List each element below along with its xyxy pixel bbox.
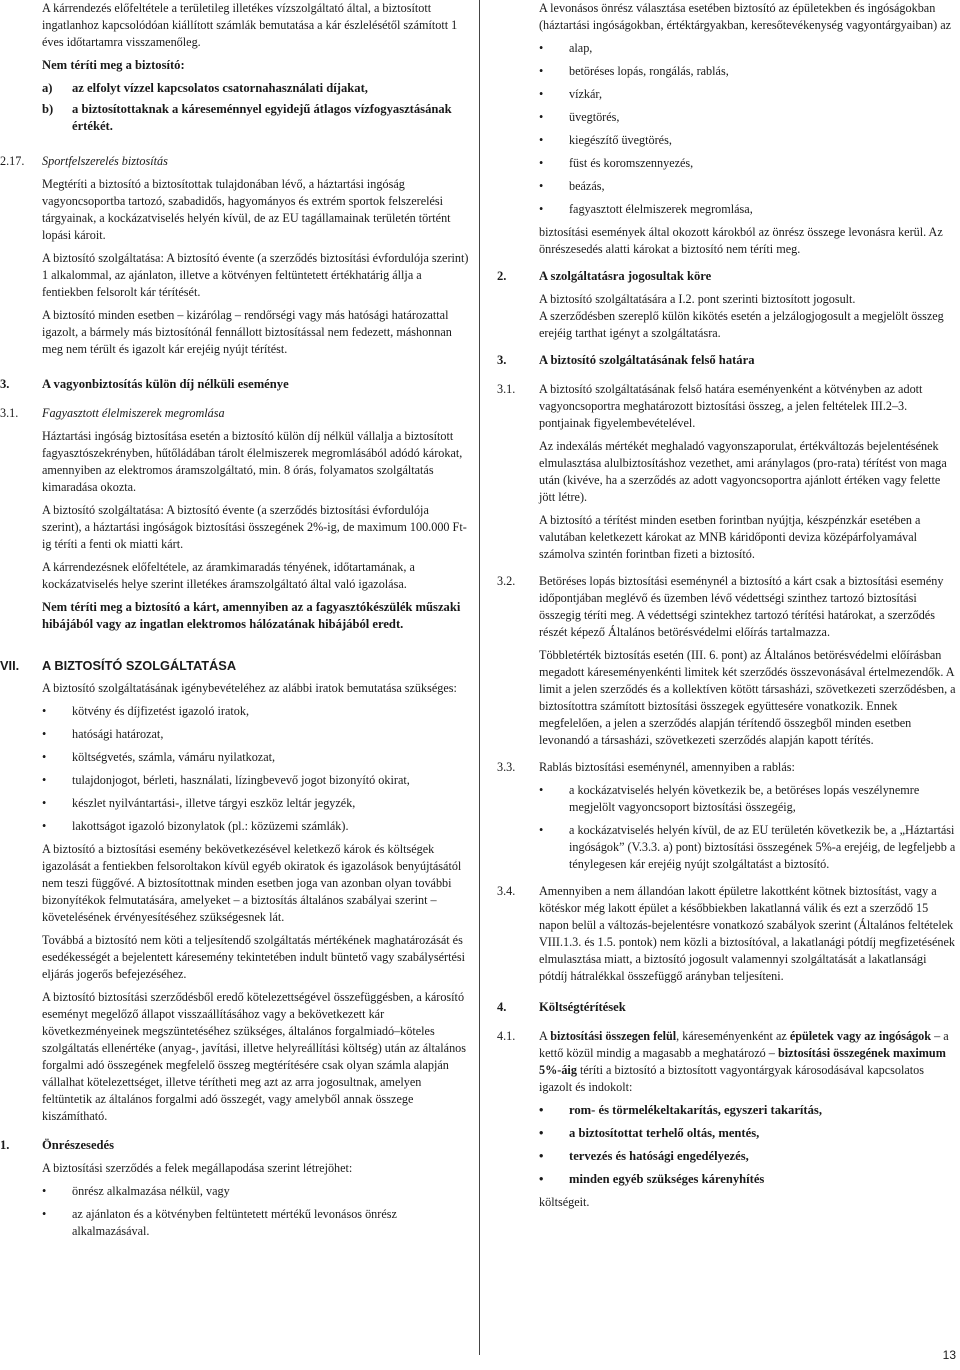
list-item: • beázás,: [539, 178, 957, 195]
paragraph: Az indexálás mértékét meghaladó vagyonszaporulat, értékváltozás bejelentésének elmulasztása alulbiztosításhoz vezethet, ami aránylagos (pro-rata) térítést von maga után (kivéve, ha a szerződés az adott vagyoncsoportra ajánlott értéken vagy felette jött létre).: [539, 439, 947, 504]
list-item: • vízkár,: [539, 86, 957, 103]
robbery-list: [539, 782, 957, 873]
bold-run: épületek vagy az ingóságok: [789, 1029, 932, 1043]
section-title: Sportfelszerelés biztosítás: [42, 154, 168, 168]
paragraph: A biztosító szolgáltatására a I.2. pont szerinti biztosított jogosult.: [539, 292, 856, 306]
section-number: 3.2.: [497, 574, 516, 588]
section-title: Önrészesedés: [42, 1138, 115, 1152]
list-item: • a kockázatviselés helyén kívül, de az EU területén következik be, a „Háztartási ingóságok” (V.3.3. a) pont) biztosítási összegének 5%-a erejéig, de legfeljebb a ténylegesen kár erejéig nyújt szolgáltatást a biztosító.: [539, 822, 957, 873]
exclusion-letter: a): [42, 81, 53, 95]
list-item: • a kockázatviselés helyén következik be, a betöréses lopás veszélynemre megjelölt vagyoncsoport biztosítási összegéig,: [539, 782, 957, 816]
list-item: • az ajánlaton és a kötvényben feltüntetett mértékű levonásos önrész alkalmazásával.: [42, 1206, 470, 1240]
list-item: • fagyasztott élelmiszerek megromlása,: [539, 201, 957, 218]
paragraph: A levonásos önrész választása esetében biztosító az épületekben és ingóságokban (háztartási ingóságokban, értéktárgyakban, keresőtevékenység vagyontárgyaiban) az: [539, 1, 952, 32]
documents-list: [42, 703, 470, 835]
deductible-continuation: [497, 0, 957, 258]
intro-text: A kárrendezés előfeltétele a területileg illetékes vízszolgáltató által, a biztosított ingatlanhoz kapcsolódóan kiállított számlák bemutatása a kár észlelésétől számított 1 éves időtartamra visszamenőleg.: [42, 1, 458, 49]
paragraph: Többletérték biztosítás esetén (III. 6. pont) az Általános betörésvédelmi előírásban megadott káreseményenkénti limitek két szerződés összevonásával értelmezendők. A limit a jelen szerződés és a kollektíven kötött társasházi, szövetkezeti szerződésben, a biztosítottra számított biztosítási összegek együttesére vonatkozik. Ennek megfelelően, a jelen a szerződés alapján térítendő összegből minden esetben levonandó a társasházi, szövetkezeti szerződés alapján kapott térítés.: [539, 648, 956, 747]
list-item: • rom- és törmelékeltakarítás, egyszeri takarítás,: [539, 1102, 957, 1119]
paragraph: A biztosító szolgáltatása: A biztosító évente (a szerződés biztosítási évfordulója szerint) 1 alkalommal, az ajánlaton, illetve a kötvényen feltüntetett értékhatárig állja a fentiekben felsorolt kár térítését.: [42, 251, 469, 299]
deductible-list: [42, 1183, 470, 1240]
section-title: Fagyasztott élelmiszerek megromlása: [42, 406, 225, 420]
paragraph: Háztartási ingóság biztosítása esetén a biztosító külön díj nélkül vállalja a biztosított fagyasztószekrényben, hűtőládában tárolt élelmiszerek megromlásából adódó károkat, amennyiben az elektromos áramszolgáltató, min. 8 órás, folyamatos szolgáltatás kimaradása okozta.: [42, 429, 463, 494]
section-number: 3.4.: [497, 884, 516, 898]
section-4: [497, 999, 957, 1016]
left-column: [0, 0, 470, 1246]
list-item: • alap,: [539, 40, 957, 57]
text-run: – a kettő közül mindig a magasabb a meghatározó –: [539, 1029, 949, 1060]
column-divider: [479, 0, 480, 1355]
list-item: • a biztosítottat terhelő oltás, mentés,: [539, 1125, 957, 1142]
section-3-2: [497, 573, 957, 749]
section-number: 4.1.: [497, 1029, 516, 1043]
section-2: [497, 268, 957, 342]
list-item: • üvegtörés,: [539, 109, 957, 126]
chapter-title: A BIZTOSÍTÓ SZOLGÁLTATÁSA: [42, 658, 237, 673]
exclusion-item: [42, 101, 470, 135]
section-vii: [0, 657, 470, 1125]
section-number: 2.17.: [0, 154, 25, 168]
section-3-1: [0, 405, 470, 633]
events-list: [539, 40, 957, 218]
exclusion-item: [42, 80, 470, 97]
chapter-number: VII.: [0, 658, 20, 673]
costs-list: [539, 1102, 957, 1188]
section-number: 4.: [497, 1000, 507, 1014]
paragraph: Megtéríti a biztosító a biztosítottak tulajdonában lévő, a háztartási ingóság vagyoncsoportba tartozó, szabadidős, hagyományos és extrém sportok felszerelési tárgyainak, a kockázatviselés helyén kívül, de az EU tagállamainak területén történt lopási károit.: [42, 177, 451, 242]
section-3-4: [497, 883, 957, 985]
list-item: • készlet nyilvántartási-, illetve tárgyi eszköz leltár jegyzék,: [42, 795, 470, 812]
paragraph: A biztosító minden esetben – kizárólag – rendőrségi vagy más hatósági határozattal igazolt, a bármely más biztosítónál fennállott biztosítással nem fedezett, máshonnan meg nem térült és igazolt kár erejéig nyújt térítést.: [42, 308, 452, 356]
paragraph: A szerződésben szereplő külön kikötés esetén a jelzálogjogosult a megjelölt összeg erejéig tarthat igényt a szolgáltatásra.: [539, 309, 944, 340]
bold-run: biztosítási összegen felül: [550, 1029, 677, 1043]
paragraph: A biztosító szolgáltatása: A biztosító évente (a szerződés biztosítási évfordulója szerint), a háztartási ingóságok biztosítási összegének 2%-ig, de maximum 100.000 Ft-ig téríti a fenti ok miatti kárt.: [42, 503, 467, 551]
paragraph: A biztosító a biztosítási esemény bekövetkezésével keletkező károk és költségek igazolását a fentiekben felsoroltakon kívül egyéb okiratok és igazolások benyújtásától nem teszi függővé. A biztosítottnak minden esetben joga van azonban olyan további bizonyítékok felmutatására, amelyeket – a biztosítás általános szabályai szerint – követelésének érvényesítéséhez szükségesnek lát.: [42, 842, 462, 924]
text-run: , káreseményenként az: [676, 1029, 790, 1043]
section-title: Költségtérítések: [539, 1000, 626, 1014]
paragraph: A biztosító szolgáltatásának igénybevételéhez az alábbi iratok bemutatása szükséges:: [42, 681, 457, 695]
right-column: [497, 0, 957, 1217]
list-item: • betöréses lopás, rongálás, rablás,: [539, 63, 957, 80]
list-item: • kiegészítő üvegtörés,: [539, 132, 957, 149]
exclusions-block: [0, 57, 470, 135]
list-item: • füst és koromszennyezés,: [539, 155, 957, 172]
section-number: 3.1.: [497, 382, 516, 396]
section-title: A biztosító szolgáltatásának felső határa: [539, 353, 755, 367]
list-item: • kötvény és díjfizetést igazoló iratok,: [42, 703, 470, 720]
list-item: • költségvetés, számla, vámáru nyilatkozat,: [42, 749, 470, 766]
intro-block: [0, 0, 470, 51]
exclusion-letter: b): [42, 102, 54, 116]
paragraph: Továbbá a biztosító nem köti a teljesítendő szolgáltatás mértékének maghatározását és esedékességét a bejelentett káresemény tekintetében indult büntető vagy szabálysértési eljárás jogerős befejezéséhez.: [42, 933, 466, 981]
section-number: 3.: [0, 377, 10, 391]
exclusions-heading: Nem téríti meg a biztosító:: [42, 58, 185, 72]
list-item: • tulajdonjogot, bérleti, használati, lízingbevevő jogot bizonyító okirat,: [42, 772, 470, 789]
section-3-1: [497, 381, 957, 563]
section-title: A vagyonbiztosítás külön díj nélküli eseménye: [42, 377, 289, 391]
section-title: A szolgáltatásra jogosultak köre: [539, 269, 712, 283]
bold-run: biztosítási összegének maximum 5%-áig: [539, 1046, 946, 1077]
text-run: A: [539, 1029, 551, 1043]
page-number: 13: [942, 1348, 956, 1362]
section-3-3: [497, 759, 957, 873]
section-number: 3.1.: [0, 406, 19, 420]
paragraph: költségeit.: [539, 1195, 590, 1209]
list-item: • lakottságot igazoló bizonylatok (pl.: közüzemi számlák).: [42, 818, 470, 835]
list-item: • tervezés és hatósági engedélyezés,: [539, 1148, 957, 1165]
exclusion-text: az elfolyt vízzel kapcsolatos csatornahasználati díjakat,: [72, 81, 368, 95]
section-2-17: [0, 153, 470, 358]
section-number: 1.: [0, 1138, 10, 1152]
list-item: • hatósági határozat,: [42, 726, 470, 743]
paragraph: Betöréses lopás biztosítási eseménynél a biztosító a kárt csak a biztosítási esemény időpontjában meglévő és üzemben lévő védettségi szinthez tartozó biztosítási összegig téríti meg. A védettségi szintekhez tartozó térítési határokat, a szerződés részét képező Általános betörésvédelmi előírás tartalmazza.: [539, 574, 944, 639]
paragraph: A biztosítási szerződés a felek megállapodása szerint létrejöhet:: [42, 1161, 353, 1175]
section-number: 3.: [497, 353, 507, 367]
paragraph: [539, 1028, 957, 1096]
section-3: [497, 352, 957, 369]
exclusion-text: a biztosítottaknak a káreseménnyel egyidejű átlagos vízfogyasztásának értékét.: [72, 102, 452, 133]
section-4-1: [497, 1028, 957, 1211]
section-1: [0, 1137, 470, 1240]
exclusion-paragraph: Nem téríti meg a biztosító a kárt, amennyiben az a fagyasztókészülék műszaki hibájából vagy az ingatlan elektromos hálózatának hibájából eredt.: [42, 600, 461, 631]
text-run: téríti a biztosító a biztosított vagyontárgyak károsodásával kapcsolatos igazolt és indokolt:: [539, 1063, 924, 1094]
paragraph: A biztosító biztosítási szerződésből eredő kötelezettségével összefüggésben, a károsító eseményt megelőző állapot visszaállításához vagy a bekövetkezett kár következményeinek megszüntetéséhez szükséges, általános forgalmiadó–köteles szolgáltatás ellenértéke (anyag-, javítási, illetve helyreállítási költség) után az általános forgalmi adó összegének megfelelő összeg megtérítésére csak olyan számla alapján vállalhat kötelezettséget, illetve térítheti meg azt az arra jogosultnak, amelyen feltüntetik az általános forgalmi adó összegét, vagy amelyből annak összege kiszámítható.: [42, 990, 467, 1123]
list-item: • minden egyéb szükséges kárenyhítés: [539, 1171, 957, 1188]
paragraph: Amennyiben a nem állandóan lakott épületre lakottként kötnek biztosítást, vagy a kötéskor még lakott épület a későbbiekben lakatlanná válik és ezt a szerződő 15 napon belül a változás-bejelentésre vonatkozó szabályok szerint (Általános feltételek VIII.1.3. és 1.5. pontok) nem közli a biztosítóval, a lakatlanági pótdíj megfizetésének elmulasztása miatt, a biztosító jogosult valamennyi szolgáltatását a lakatlansági pótdíj hátralékkal összefüggő arányban teljesíteni.: [539, 884, 955, 983]
section-number: 2.: [497, 269, 507, 283]
paragraph: biztosítási események által okozott károkból az önrész összege levonásra kerül. Az önrészesedés alatti károkat a biztosító nem téríti meg.: [539, 225, 943, 256]
paragraph: A biztosító a térítést minden esetben forintban nyújtja, készpénzkár esetében a valutában keletkezett károkat az MNB káridőponti deviza középárfolyamával számolva szintén forintban fizeti a biztosító.: [539, 513, 921, 561]
paragraph: A kárrendezésnek előfeltétele, az áramkimaradás tényének, időtartamának, a kockázatviselés helye szerint illetékes áramszolgáltató által való igazolása.: [42, 560, 415, 591]
section-3: [0, 376, 470, 393]
paragraph: Rablás biztosítási eseménynél, amennyiben a rablás:: [539, 760, 795, 774]
paragraph: A biztosító szolgáltatásának felső határa eseményenként a kötvényben az adott vagyoncsoportra meghatározott biztosítási összeg, a jelen feltételek III.2–3. pontjainak figyelembevételével.: [539, 382, 923, 430]
list-item: • önrész alkalmazása nélkül, vagy: [42, 1183, 470, 1200]
section-number: 3.3.: [497, 760, 516, 774]
